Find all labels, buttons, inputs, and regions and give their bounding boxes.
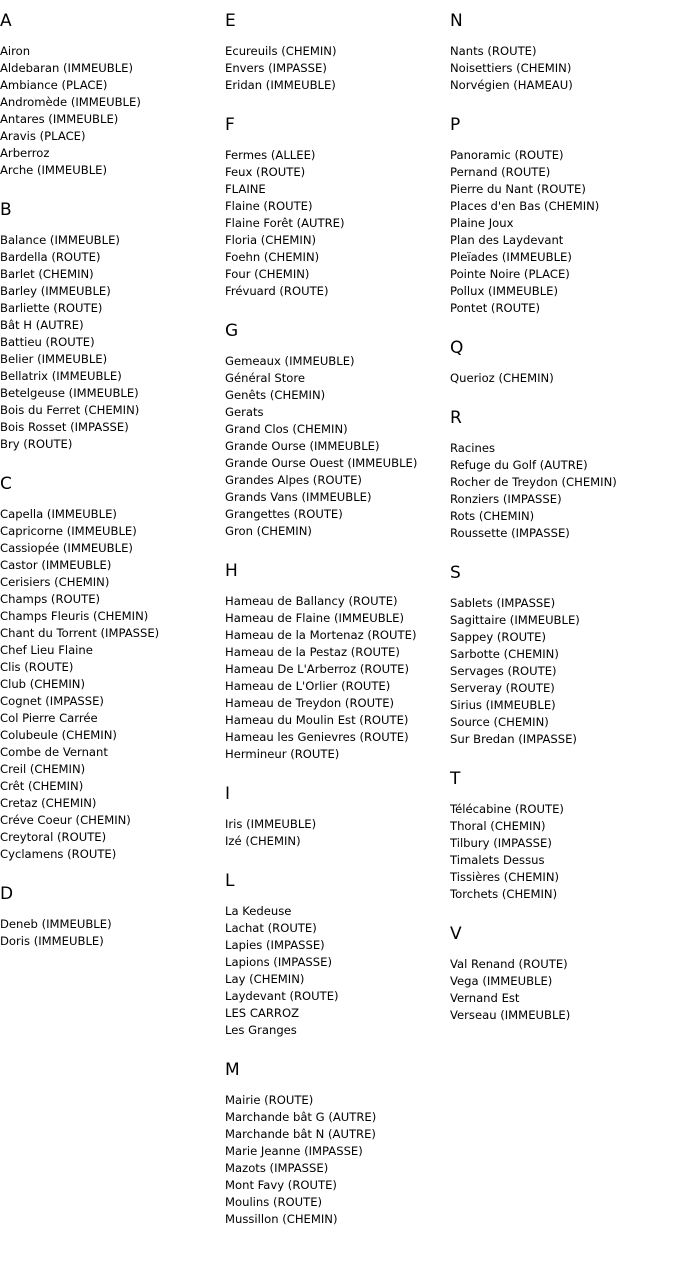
street-link[interactable]: Sablets (IMPASSE) (450, 596, 556, 610)
street-link[interactable]: Gemeaux (IMMEUBLE) (225, 354, 355, 368)
street-link[interactable]: Iris (IMMEUBLE) (225, 817, 317, 831)
street-link[interactable]: Hameau les Genievres (ROUTE) (225, 730, 409, 744)
street-link[interactable]: FLAINE (225, 182, 266, 196)
street-list (450, 43, 675, 94)
letter-heading: E (225, 11, 236, 31)
street-link[interactable]: Clis (ROUTE) (0, 660, 74, 674)
street-link[interactable]: Arberroz (0, 146, 50, 160)
street-link[interactable]: Places d'en Bas (CHEMIN) (450, 199, 600, 213)
street-list (450, 370, 675, 387)
street-link[interactable]: Refuge du Golf (AUTRE) (450, 458, 588, 472)
street-link[interactable]: Grand Clos (CHEMIN) (225, 422, 348, 436)
street-link[interactable]: Les Granges (225, 1023, 297, 1037)
street-link[interactable]: Lapies (IMPASSE) (225, 938, 325, 952)
street-link[interactable]: Gerats (225, 405, 264, 419)
street-link[interactable]: Floria (CHEMIN) (225, 233, 317, 247)
street-link[interactable]: Tilbury (IMPASSE) (450, 836, 552, 850)
letter-heading: N (450, 11, 463, 31)
street-link[interactable]: Barliette (ROUTE) (0, 301, 103, 315)
street-link[interactable]: Colubeule (CHEMIN) (0, 728, 117, 742)
street-link[interactable]: Serveray (ROUTE) (450, 681, 555, 695)
street-link[interactable]: Barley (IMMEUBLE) (0, 284, 111, 298)
street-list (450, 595, 675, 748)
street-link[interactable]: Sappey (ROUTE) (450, 630, 546, 644)
street-link[interactable]: Créve Coeur (CHEMIN) (0, 813, 131, 827)
street-link[interactable]: Pleïades (IMMEUBLE) (450, 250, 572, 264)
street-list (0, 43, 220, 179)
letter-heading: T (450, 769, 461, 789)
street-link[interactable]: Thoral (CHEMIN) (450, 819, 546, 833)
street-link[interactable]: Ronziers (IMPASSE) (450, 492, 562, 506)
street-list (450, 440, 675, 542)
street-link[interactable]: Hermineur (ROUTE) (225, 747, 340, 761)
letter-group (225, 1060, 445, 1228)
street-link[interactable]: Rots (CHEMIN) (450, 509, 535, 523)
street-link[interactable]: Bât H (AUTRE) (0, 318, 84, 332)
street-link[interactable]: Mont Favy (ROUTE) (225, 1178, 337, 1192)
letter-heading: A (0, 11, 12, 31)
street-link[interactable]: Norvégien (HAMEAU) (450, 78, 573, 92)
street-link[interactable]: Hameau de Treydon (ROUTE) (225, 696, 395, 710)
street-link[interactable]: Pontet (ROUTE) (450, 301, 541, 315)
street-link[interactable]: Creil (CHEMIN) (0, 762, 86, 776)
street-link[interactable]: Lachat (ROUTE) (225, 921, 317, 935)
letter-heading: H (225, 561, 238, 581)
street-link[interactable]: Noisettiers (CHEMIN) (450, 61, 572, 75)
street-link[interactable]: Général Store (225, 371, 306, 385)
street-link[interactable]: Cretaz (CHEMIN) (0, 796, 97, 810)
letter-group (225, 871, 445, 1039)
street-link[interactable]: Bois du Ferret (CHEMIN) (0, 403, 140, 417)
street-link[interactable]: Combe de Vernant (0, 745, 108, 759)
street-link[interactable]: Arche (IMMEUBLE) (0, 163, 108, 177)
street-link[interactable]: Chant du Torrent (IMPASSE) (0, 626, 160, 640)
street-link[interactable]: Capricorne (IMMEUBLE) (0, 524, 137, 538)
street-link[interactable]: Grandes Alpes (ROUTE) (225, 473, 362, 487)
letter-group (450, 408, 675, 542)
letter-heading: M (225, 1060, 240, 1080)
street-link[interactable]: Crêt (CHEMIN) (0, 779, 84, 793)
street-link[interactable]: Cerisiers (CHEMIN) (0, 575, 110, 589)
street-link[interactable]: Castor (IMMEUBLE) (0, 558, 112, 572)
letter-group (450, 115, 675, 317)
letter-heading: B (0, 200, 12, 220)
letter-group (0, 884, 220, 950)
street-link[interactable]: Mazots (IMPASSE) (225, 1161, 329, 1175)
street-link[interactable]: Torchets (CHEMIN) (450, 887, 558, 901)
street-link[interactable]: Ambiance (PLACE) (0, 78, 108, 92)
street-link[interactable]: Hameau de la Mortenaz (ROUTE) (225, 628, 417, 642)
street-link[interactable]: Izé (CHEMIN) (225, 834, 301, 848)
street-link[interactable]: Mairie (ROUTE) (225, 1093, 314, 1107)
street-link[interactable]: Envers (IMPASSE) (225, 61, 327, 75)
street-link[interactable]: Bois Rosset (IMPASSE) (0, 420, 129, 434)
street-link[interactable]: Tissières (CHEMIN) (450, 870, 560, 884)
street-link[interactable]: Battieu (ROUTE) (0, 335, 95, 349)
street-link[interactable]: Balance (IMMEUBLE) (0, 233, 120, 247)
street-link[interactable]: Fermes (ALLEE) (225, 148, 316, 162)
street-link[interactable]: Club (CHEMIN) (0, 677, 85, 691)
street-link[interactable]: Pollux (IMMEUBLE) (450, 284, 559, 298)
street-link[interactable]: Laydevant (ROUTE) (225, 989, 339, 1003)
street-link[interactable]: Bry (ROUTE) (0, 437, 73, 451)
street-link[interactable]: Marchande bât N (AUTRE) (225, 1127, 376, 1141)
street-link[interactable]: Pointe Noire (PLACE) (450, 267, 570, 281)
letter-group (0, 200, 220, 453)
street-link[interactable]: Flaine (ROUTE) (225, 199, 313, 213)
street-link[interactable]: Hameau de la Pestaz (ROUTE) (225, 645, 400, 659)
street-link[interactable]: Vernand Est (450, 991, 520, 1005)
column-1 (0, 0, 220, 950)
street-link[interactable]: Roussette (IMPASSE) (450, 526, 570, 540)
street-link[interactable]: Bellatrix (IMMEUBLE) (0, 369, 122, 383)
street-link[interactable]: Gron (CHEMIN) (225, 524, 312, 538)
street-link[interactable]: Grangettes (ROUTE) (225, 507, 343, 521)
street-link[interactable]: Lay (CHEMIN) (225, 972, 305, 986)
street-link[interactable]: Aravis (PLACE) (0, 129, 86, 143)
street-link[interactable]: Doris (IMMEUBLE) (0, 934, 104, 948)
street-list (0, 916, 220, 950)
street-link[interactable]: Eridan (IMMEUBLE) (225, 78, 336, 92)
letter-heading: I (225, 784, 231, 804)
street-link[interactable]: Four (CHEMIN) (225, 267, 310, 281)
street-link[interactable]: Hameau de L'Orlier (ROUTE) (225, 679, 391, 693)
letter-group (450, 11, 675, 94)
street-link[interactable]: Capella (IMMEUBLE) (0, 507, 117, 521)
street-list (450, 147, 675, 317)
letter-group (450, 563, 675, 748)
letter-heading: D (0, 884, 14, 904)
street-link[interactable]: Sarbotte (CHEMIN) (450, 647, 559, 661)
street-link[interactable]: Hameau De L'Arberroz (ROUTE) (225, 662, 410, 676)
street-link[interactable]: LES CARROZ (225, 1006, 300, 1020)
letter-heading: R (450, 408, 462, 428)
street-link[interactable]: Télécabine (ROUTE) (450, 802, 564, 816)
letter-group (225, 561, 445, 763)
street-link[interactable]: Barlet (CHEMIN) (0, 267, 94, 281)
street-link[interactable]: Moulins (ROUTE) (225, 1195, 323, 1209)
street-link[interactable]: Servages (ROUTE) (450, 664, 557, 678)
street-link[interactable]: Plaine Joux (450, 216, 514, 230)
street-link[interactable]: Creytoral (ROUTE) (0, 830, 107, 844)
letter-heading: F (225, 115, 235, 135)
letter-heading: Q (450, 338, 464, 358)
letter-group (0, 11, 220, 179)
street-link[interactable]: Hameau de Ballancy (ROUTE) (225, 594, 398, 608)
letter-heading: G (225, 321, 239, 341)
letter-group (450, 338, 675, 387)
letter-heading: V (450, 924, 462, 944)
street-link[interactable]: Frévuard (ROUTE) (225, 284, 329, 298)
street-link[interactable]: Grande Ourse Ouest (IMMEUBLE) (225, 456, 418, 470)
street-link[interactable]: Aldebaran (IMMEUBLE) (0, 61, 134, 75)
street-link[interactable]: Racines (450, 441, 496, 455)
street-link[interactable]: Lapions (IMPASSE) (225, 955, 333, 969)
letter-group (0, 474, 220, 863)
street-link[interactable]: Hameau du Moulin Est (ROUTE) (225, 713, 409, 727)
street-link[interactable]: Col Pierre Carrée (0, 711, 98, 725)
street-link[interactable]: Panoramic (ROUTE) (450, 148, 564, 162)
letter-group (450, 924, 675, 1024)
letter-heading: P (450, 115, 461, 135)
street-link[interactable]: Champs Fleuris (CHEMIN) (0, 609, 149, 623)
street-link[interactable]: Sirius (IMMEUBLE) (450, 698, 556, 712)
street-link[interactable]: Belier (IMMEUBLE) (0, 352, 108, 366)
column-3 (450, 0, 675, 1024)
street-link[interactable]: Betelgeuse (IMMEUBLE) (0, 386, 139, 400)
street-link[interactable]: Sur Bredan (IMPASSE) (450, 732, 577, 746)
letter-heading: S (450, 563, 461, 583)
column-2 (225, 0, 445, 1228)
street-link[interactable]: Flaine Forêt (AUTRE) (225, 216, 345, 230)
letter-group (225, 321, 445, 540)
street-list (0, 232, 220, 453)
street-link[interactable]: Grande Ourse (IMMEUBLE) (225, 439, 380, 453)
street-list (450, 956, 675, 1024)
letter-group (225, 784, 445, 850)
street-link[interactable]: Pernand (ROUTE) (450, 165, 551, 179)
street-link[interactable]: Hameau de Flaine (IMMEUBLE) (225, 611, 404, 625)
street-link[interactable]: Cyclamens (ROUTE) (0, 847, 117, 861)
street-link[interactable]: Timalets Dessus (450, 853, 545, 867)
street-link[interactable]: Cassiopée (IMMEUBLE) (0, 541, 133, 555)
street-list (225, 1092, 445, 1228)
street-link[interactable]: La Kedeuse (225, 904, 292, 918)
letter-group (225, 11, 445, 94)
street-list (225, 903, 445, 1039)
street-link[interactable]: Ecureuils (CHEMIN) (225, 44, 337, 58)
street-link[interactable]: Chef Lieu Flaine (0, 643, 93, 657)
street-list (450, 801, 675, 903)
street-link[interactable]: Pierre du Nant (ROUTE) (450, 182, 586, 196)
letter-group (225, 115, 445, 300)
street-link[interactable]: Bardella (ROUTE) (0, 250, 101, 264)
letter-heading: C (0, 474, 12, 494)
street-link[interactable]: Feux (ROUTE) (225, 165, 306, 179)
street-link[interactable]: Grands Vans (IMMEUBLE) (225, 490, 372, 504)
street-link[interactable]: Andromède (IMMEUBLE) (0, 95, 141, 109)
street-link[interactable]: Marchande bât G (AUTRE) (225, 1110, 377, 1124)
street-list (0, 506, 220, 863)
street-link[interactable]: Rocher de Treydon (CHEMIN) (450, 475, 617, 489)
street-link[interactable]: Vega (IMMEUBLE) (450, 974, 553, 988)
letter-heading: L (225, 871, 235, 891)
street-link[interactable]: Genêts (CHEMIN) (225, 388, 326, 402)
street-list (225, 353, 445, 540)
street-link[interactable]: Deneb (IMMEUBLE) (0, 917, 112, 931)
street-link[interactable]: Airon (0, 44, 31, 58)
street-list (225, 43, 445, 94)
street-link[interactable]: Antares (IMMEUBLE) (0, 112, 119, 126)
street-list (225, 593, 445, 763)
street-list (225, 147, 445, 300)
letter-group (450, 769, 675, 903)
street-link[interactable]: Sagittaire (IMMEUBLE) (450, 613, 580, 627)
street-link[interactable]: Source (CHEMIN) (450, 715, 549, 729)
street-link[interactable]: Marie Jeanne (IMPASSE) (225, 1144, 363, 1158)
street-link[interactable]: Plan des Laydevant (450, 233, 564, 247)
street-list (225, 816, 445, 850)
street-link[interactable]: Verseau (IMMEUBLE) (450, 1008, 571, 1022)
street-link[interactable]: Foehn (CHEMIN) (225, 250, 320, 264)
street-link[interactable]: Mussillon (CHEMIN) (225, 1212, 338, 1226)
street-link[interactable]: Val Renand (ROUTE) (450, 957, 568, 971)
street-link[interactable]: Cognet (IMPASSE) (0, 694, 104, 708)
street-link[interactable]: Nants (ROUTE) (450, 44, 537, 58)
street-link[interactable]: Querioz (CHEMIN) (450, 371, 554, 385)
street-link[interactable]: Champs (ROUTE) (0, 592, 101, 606)
